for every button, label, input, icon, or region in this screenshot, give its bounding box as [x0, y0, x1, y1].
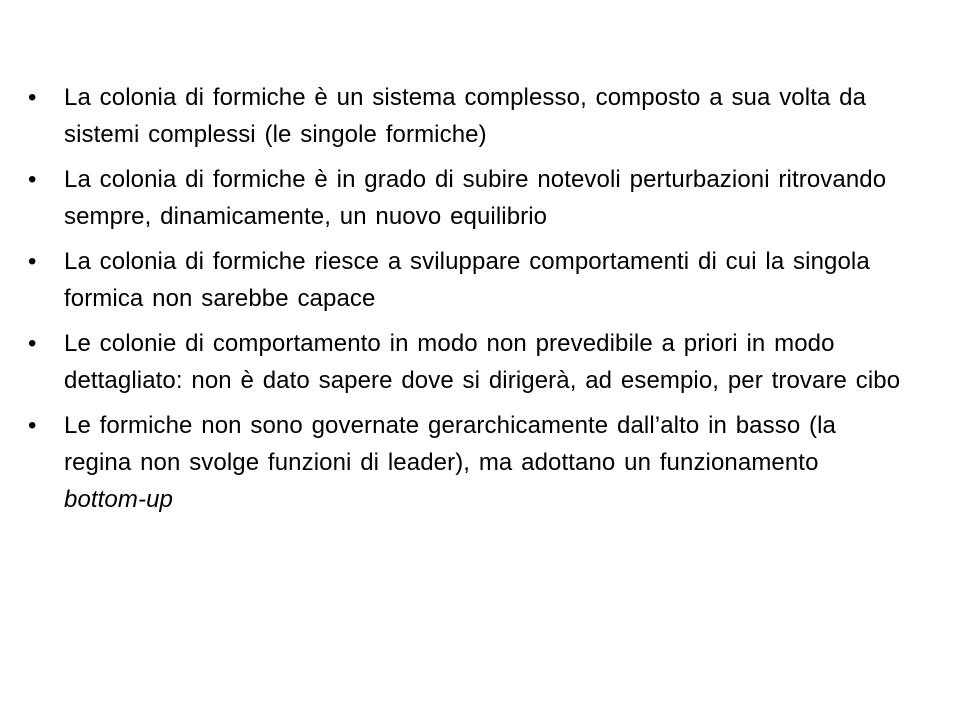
- bullet-text: La colonia di formiche riesce a sviluppare comportamenti di cui la singola formica non sarebbe capace: [64, 248, 870, 312]
- bullet-text: La colonia di formiche è un sistema complesso, composto a sua volta da sistemi complessi (le singole formiche): [64, 84, 867, 148]
- bullet-text: La colonia di formiche è in grado di subire notevoli perturbazioni ritrovando sempre, dinamicamente, un nuovo equilibrio: [64, 166, 887, 230]
- bullet-dot-icon: •: [28, 84, 37, 111]
- bullet-dot-icon: •: [28, 248, 37, 275]
- bullet-text: Le colonie di comportamento in modo non prevedibile a priori in modo dettagliato: non è dato sapere dove si dirigerà, ad esempio, per trovare cibo: [64, 330, 901, 394]
- bullet-item: [28, 407, 908, 518]
- bullet-list: [28, 79, 908, 518]
- bullet-text-emphasis: bottom-up: [64, 486, 173, 513]
- bullet-item: [28, 243, 908, 317]
- bullet-dot-icon: •: [28, 166, 37, 193]
- bullet-item: [28, 161, 908, 235]
- bullet-item: [28, 325, 908, 399]
- bullet-text-main: Le formiche non sono governate gerarchicamente dall’alto in basso (la regina non svolge funzioni di leader), ma adottano un funzionamento: [64, 412, 837, 476]
- bullet-text: [64, 412, 836, 513]
- bullet-dot-icon: •: [28, 330, 37, 357]
- bullet-item: [28, 79, 908, 153]
- bullet-dot-icon: •: [28, 412, 37, 439]
